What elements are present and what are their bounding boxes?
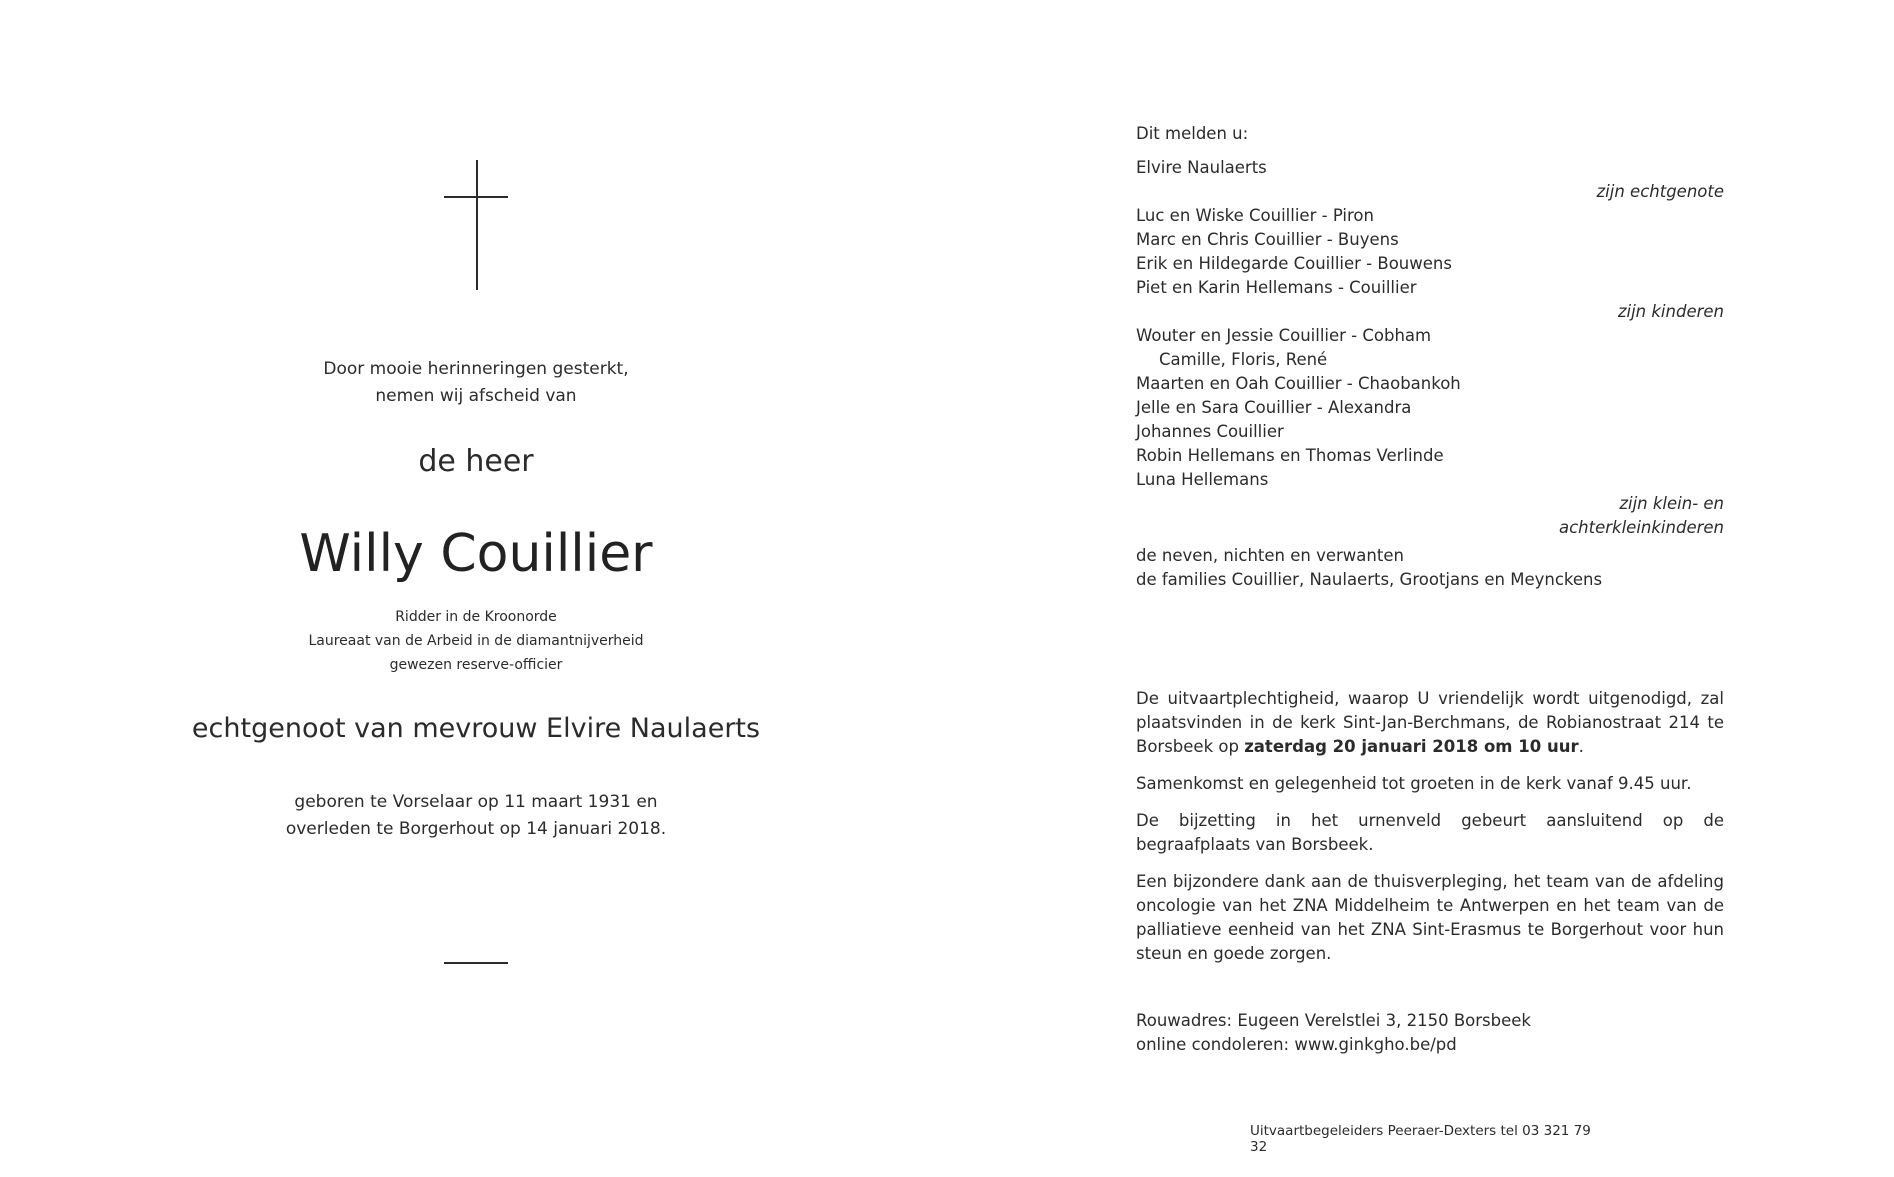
ceremony-text: De uitvaartplechtigheid, waarop U vriendelijk wordt uitgenodigd, zal plaatsvinden in de kerk Sint-Jan-Berchmans, de Robianostraat 214 te Borsbeek op bbox=[1136, 689, 1724, 756]
death-line: overleden te Borgerhout op 14 januari 2018. bbox=[285, 819, 667, 839]
announce-header: Dit melden u: bbox=[1136, 124, 1249, 143]
online-condolences: online condoleren: www.ginkgho.be/pd bbox=[1136, 1035, 1457, 1054]
children-role: zijn kinderen bbox=[1617, 302, 1724, 321]
title-line: Ridder in de Kroonorde bbox=[395, 609, 557, 625]
cross-icon-vertical bbox=[476, 160, 478, 290]
grandchild-entry: Maarten en Oah Couillier - Chaobankoh bbox=[1136, 374, 1461, 393]
child-entry: Marc en Chris Couillier - Buyens bbox=[1136, 230, 1399, 249]
salutation: de heer bbox=[418, 444, 534, 479]
child-entry: Erik en Hildegarde Couillier - Bouwens bbox=[1136, 254, 1452, 273]
child-entry: Piet en Karin Hellemans - Couillier bbox=[1136, 278, 1417, 297]
ceremony-text-end: . bbox=[1578, 737, 1584, 756]
grandchild-entry: Robin Hellemans en Thomas Verlinde bbox=[1136, 446, 1444, 465]
ceremony-paragraph bbox=[1136, 687, 1724, 759]
deceased-name: Willy Couillier bbox=[299, 524, 653, 584]
intro-line: nemen wij afscheid van bbox=[375, 386, 577, 406]
divider-rule bbox=[444, 962, 508, 964]
thanks-paragraph: Een bijzondere dank aan de thuisverpleging, het team van de afdeling oncologie van het ZNA Middelheim te Antwerpen en het team van de palliatieve eenheid van het ZNA Sint-Erasmus te Borgerhout voor hun steun en goede zorgen. bbox=[1136, 872, 1724, 963]
ceremony-date: zaterdag 20 januari 2018 om 10 uur bbox=[1244, 737, 1579, 756]
relatives-line: de neven, nichten en verwanten bbox=[1136, 546, 1404, 565]
mourning-address: Rouwadres: Eugeen Verelstlei 3, 2150 Borsbeek bbox=[1136, 1011, 1531, 1030]
grandchildren-role: achterkleinkinderen bbox=[1559, 518, 1724, 537]
birth-line: geboren te Vorselaar op 11 maart 1931 en bbox=[294, 792, 658, 812]
grandchild-entry: Luna Hellemans bbox=[1136, 470, 1269, 489]
grandchild-entry: Jelle en Sara Couillier - Alexandra bbox=[1136, 398, 1412, 417]
cross-icon-horizontal bbox=[444, 196, 508, 198]
funeral-director-footer: Uitvaartbegeleiders Peeraer-Dexters tel 03 321 79 32 bbox=[1250, 1123, 1591, 1155]
family-list bbox=[1136, 122, 1724, 592]
grandchild-entry: Johannes Couillier bbox=[1136, 422, 1284, 441]
ceremony-info bbox=[1136, 687, 1724, 979]
title-line: Laureaat van de Arbeid in de diamantnijverheid bbox=[308, 633, 644, 649]
life-dates bbox=[130, 789, 822, 843]
burial-paragraph: De bijzetting in het urnenveld gebeurt aansluitend op de begraafplaats van Borsbeek. bbox=[1136, 811, 1724, 854]
child-entry: Luc en Wiske Couillier - Piron bbox=[1136, 206, 1374, 225]
grandchild-entry: Wouter en Jessie Couillier - Cobham bbox=[1136, 326, 1432, 345]
title-line: gewezen reserve-officier bbox=[389, 657, 563, 673]
spouse-name: Elvire Naulaerts bbox=[1136, 158, 1267, 177]
intro-line: Door mooie herinneringen gesterkt, bbox=[323, 359, 629, 379]
intro-text bbox=[130, 356, 822, 410]
families-line: de families Couillier, Naulaerts, Grootjans en Meynckens bbox=[1136, 570, 1603, 589]
grandchildren-role: zijn klein- en bbox=[1619, 494, 1724, 513]
gathering-paragraph: Samenkomst en gelegenheid tot groeten in de kerk vanaf 9.45 uur. bbox=[1136, 774, 1692, 793]
spouse-role: zijn echtgenote bbox=[1596, 182, 1724, 201]
great-grandchildren-entry: Camille, Floris, René bbox=[1159, 350, 1328, 369]
contact-info bbox=[1136, 1009, 1724, 1057]
spouse-line: echtgenoot van mevrouw Elvire Naulaerts bbox=[191, 713, 761, 744]
honorary-titles bbox=[130, 605, 822, 677]
